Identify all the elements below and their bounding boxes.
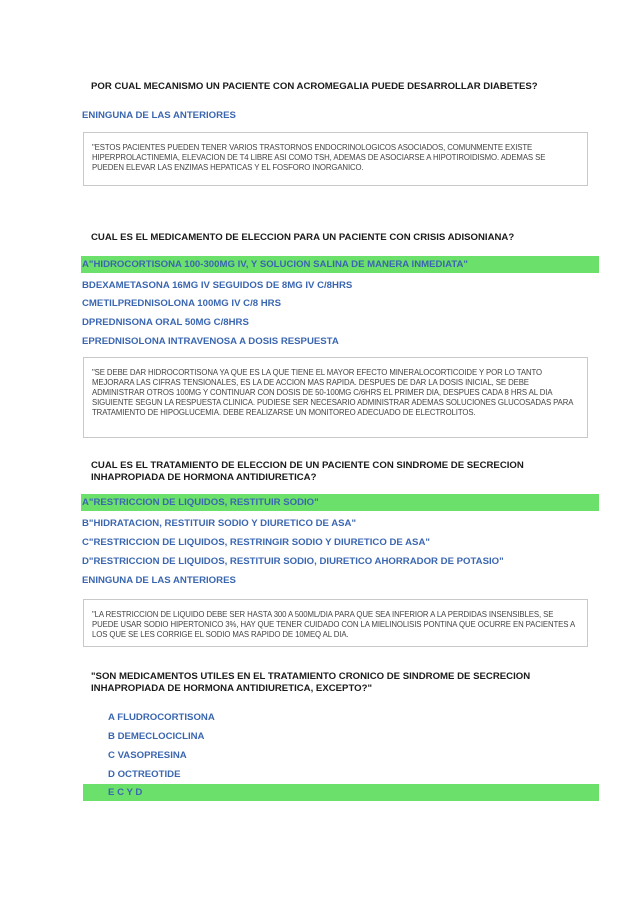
q3-option-e[interactable]: ENINGUNA DE LAS ANTERIORES (82, 575, 236, 586)
q3-option-c[interactable]: C"RESTRICCION DE LIQUIDOS, RESTRINGIR SODIO Y DIURETICO DE ASA" (82, 537, 430, 548)
q3-option-a[interactable]: A"RESTRICCION DE LIQUIDOS, RESTITUIR SODIO" (81, 494, 599, 511)
question-2: CUAL ES EL MEDICAMENTO DE ELECCION PARA UN PACIENTE CON CRISIS ADISONIANA? (91, 232, 515, 243)
q2-option-a[interactable]: A"HIDROCORTISONA 100-300MG IV, Y SOLUCION SALINA DE MANERA INMEDIATA" (81, 256, 599, 273)
question-3: CUAL ES EL TRATAMIENTO DE ELECCION DE UN PACIENTE CON SINDROME DE SECRECION INHAPROPIADA DE HORMONA ANTIDIURETICA? (91, 460, 524, 483)
q4-option-a[interactable]: A FLUDROCORTISONA (108, 712, 215, 723)
q4-option-e[interactable]: E C Y D (83, 784, 599, 801)
q3-explanation: "LA RESTRICCION DE LIQUIDO DEBE SER HASTA 300 A 500ML/DIA PARA QUE SEA INFERIOR A LA PERDIDAS INSENSIBLES, SE PUEDE USAR SODIO HIPERTONICO 3%, HAY QUE TENER CUIDADO CON LA MIELINOLISIS PONTINA QUE OCURRE EN PACIENTES A LOS QUE SE LES CORRIGE EL SODIO MAS RAPIDO DE 10MEQ AL DIA. (83, 599, 588, 647)
q4-option-d[interactable]: D OCTREOTIDE (108, 769, 181, 780)
q4-option-b[interactable]: B DEMECLOCICLINA (108, 731, 205, 742)
question-4: "SON MEDICAMENTOS UTILES EN EL TRATAMIENTO CRONICO DE SINDROME DE SECRECION INHAPROPIADA DE HORMONA ANTIDIURETICA, EXCEPTO?" (91, 671, 531, 694)
q2-option-e[interactable]: EPREDNISOLONA INTRAVENOSA A DOSIS RESPUESTA (82, 336, 339, 347)
q4-option-c[interactable]: C VASOPRESINA (108, 750, 187, 761)
q1-option-e[interactable]: ENINGUNA DE LAS ANTERIORES (82, 110, 236, 121)
q3-option-b[interactable]: B"HIDRATACION, RESTITUIR SODIO Y DIURETICO DE ASA" (82, 518, 357, 529)
q3-option-d[interactable]: D"RESTRICCION DE LIQUIDOS, RESTITUIR SODIO, DIURETICO AHORRADOR DE POTASIO" (82, 556, 504, 567)
q2-option-b[interactable]: BDEXAMETASONA 16MG IV SEGUIDOS DE 8MG IV C/8HRS (82, 280, 353, 291)
q1-explanation: "ESTOS PACIENTES PUEDEN TENER VARIOS TRASTORNOS ENDOCRINOLOGICOS ASOCIADOS, COMUNMENTE EXISTE HIPERPROLACTINEMIA, ELEVACION DE T4 LIBRE ASI COMO TSH, ADEMAS DE ASOCIARSE A HIPOTIROIDISMO. ADEMAS SE PUEDEN ELEVAR LAS ENZIMAS HEPATICAS Y EL FOSFORO INORGANICO. (83, 132, 588, 186)
q2-explanation: "SE DEBE DAR HIDROCORTISONA YA QUE ES LA QUE TIENE EL MAYOR EFECTO MINERALOCORTICOIDE Y POR LO TANTO MEJORARA LAS CIFRAS TENSIONALES, ES LA DE ACCION MAS RAPIDA. DESPUES DE DAR LA DOSIS INICIAL, SE DEBE ADMINISTRAR OTROS 100MG Y CONTINUAR CON DOSIS DE 50-100MG C/6HRS EL PRIMER DIA, DESPUES CADA 8 HRS AL DIA SIGUIENTE SEGUN LA RESPUESTA CLINICA. PUDIESE SER NECESARIO ADMINISTRAR ADEMAS SOLUCIONES GLUCOSADAS PARA TRATAMIENTO DE HIPOGLUCEMIA. DEBE REALIZARSE UN MONITOREO ADECUADO DE ELECTROLITOS. (83, 357, 588, 438)
q2-option-c[interactable]: CMETILPREDNISOLONA 100MG IV C/8 HRS (82, 298, 282, 309)
question-1: POR CUAL MECANISMO UN PACIENTE CON ACROMEGALIA PUEDE DESARROLLAR DIABETES? (91, 81, 538, 92)
q2-option-d[interactable]: DPREDNISONA ORAL 50MG C/8HRS (82, 317, 249, 328)
